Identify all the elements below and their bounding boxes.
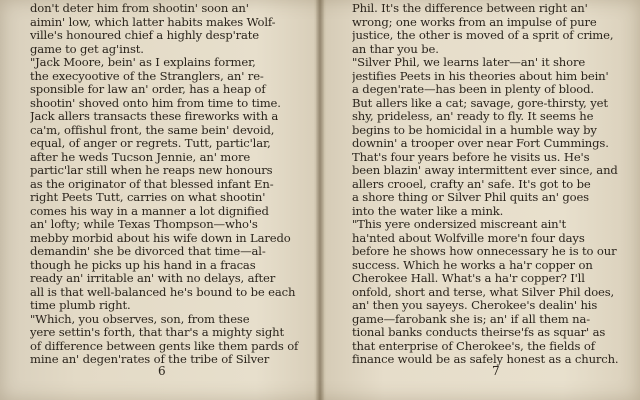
text-line: ville's honoured chief a highly desp'rate [30,29,260,42]
text-line: a degen'rate—has been in plenty of blood. [352,83,594,96]
text-line: game—farobank she is; an' if all them na- [352,312,590,326]
text-line: justice, the other is moved of a sprit of crime, [352,29,614,42]
text-line: all is that well-balanced he's bound to be each [30,285,296,299]
text-line: begins to be homicidal in a humble way by [352,123,597,137]
text-line: before he shows how onnecessary he is to our [352,245,617,258]
text-line: yere settin's forth, that thar's a mighty sight [30,326,284,339]
text-line: an' then you sayeys. Cherokee's dealin' his [352,299,598,312]
text-line: aimin' low, which latter habits makes Wolf- [30,15,276,29]
text-line: But allers like a cat; savage, gore-thirsty, yet [352,96,608,110]
text-line: into the water like a mink. [352,204,504,218]
text-line: That's four years before he visits us. He's [352,150,590,164]
text-line: though he picks up his hand in a fracas [30,258,256,272]
text-line: mine an' degen'rates of the tribe of Silver [30,353,270,366]
left-page-text [30,2,310,367]
text-line: mebby morbid about his wife down in Laredo [30,231,291,245]
text-line: a shore thing or Silver Phil quits an' goes [352,191,589,204]
text-line: "This yere ondersized miscreant ain't [352,218,567,231]
text-line: finance would be as safely honest as a church. [352,353,619,366]
text-line: an thar you be. [352,42,439,56]
text-line: Cherokee Hall. What's a ha'r copper? I'll [352,272,585,285]
right-page-text [352,2,632,367]
left-page-number: 6 [158,364,166,378]
text-line: comes his way in a manner a lot dignified [30,204,269,218]
text-line: equal, of anger or regrets. Tutt, partic'lar, [30,137,271,150]
text-line: shootin' shoved onto him from time to time. [30,96,281,110]
text-line: success. Which he works a ha'r copper on [352,258,593,272]
text-line: "Silver Phil, we learns later—an' it shore [352,56,586,69]
text-line: game to get ag'inst. [30,42,144,56]
text-line: time plumb right. [30,299,131,312]
text-line: "Jack Moore, bein' as I explains former, [30,56,256,69]
text-line: Phil. It's the difference between right an' [352,2,588,15]
text-line: right Peets Tutt, carries on what shootin' [30,191,266,204]
text-line: jestifies Peets in his theories about him bein' [352,69,609,83]
text-line: as the originator of that blessed infant En- [30,177,274,191]
text-line: allers crooel, crafty an' safe. It's got to be [352,177,591,191]
text-line: shy, prideless, an' ready to fly. It seems he [352,110,594,123]
text-line: "Which, you observes, son, from these [30,312,250,326]
text-line: that enterprise of Cherokee's, the fields of [352,339,595,353]
text-line: been blazin' away intermittent ever since, and [352,164,618,177]
text-line: onfold, short and terse, what Silver Phil does, [352,285,615,299]
text-line: ca'm, offishul front, the same bein' devoid, [30,123,275,137]
left-page [0,0,318,400]
text-line: demandin' she be divorced that time—al- [30,245,266,258]
text-line: tional banks conducts theirse'fs as squar' as [352,326,606,339]
text-line: sponsible for law an' order, has a heap of [30,83,266,96]
text-line: downin' a trooper over near Fort Cummings. [352,137,609,150]
text-line: after he weds Tucson Jennie, an' more [30,150,251,164]
text-line: ready an' irritable an' with no delays, after [30,272,276,285]
right-page [322,0,640,400]
text-line: of difference between gents like them pards of [30,339,299,353]
text-line: ha'nted about Wolfville more'n four days [352,231,585,245]
text-line: wrong; one works from an impulse of pure [352,15,597,29]
text-line: an' lofty; while Texas Thompson—who's [30,218,258,231]
text-line: don't deter him from shootin' soon an' [30,2,249,15]
right-page-number: 7 [492,364,500,378]
text-line: the execyootive of the Stranglers, an' re- [30,69,264,83]
text-line: partic'lar still when he reaps new honours [30,164,273,177]
text-line: Jack allers transacts these fireworks with a [30,110,279,123]
